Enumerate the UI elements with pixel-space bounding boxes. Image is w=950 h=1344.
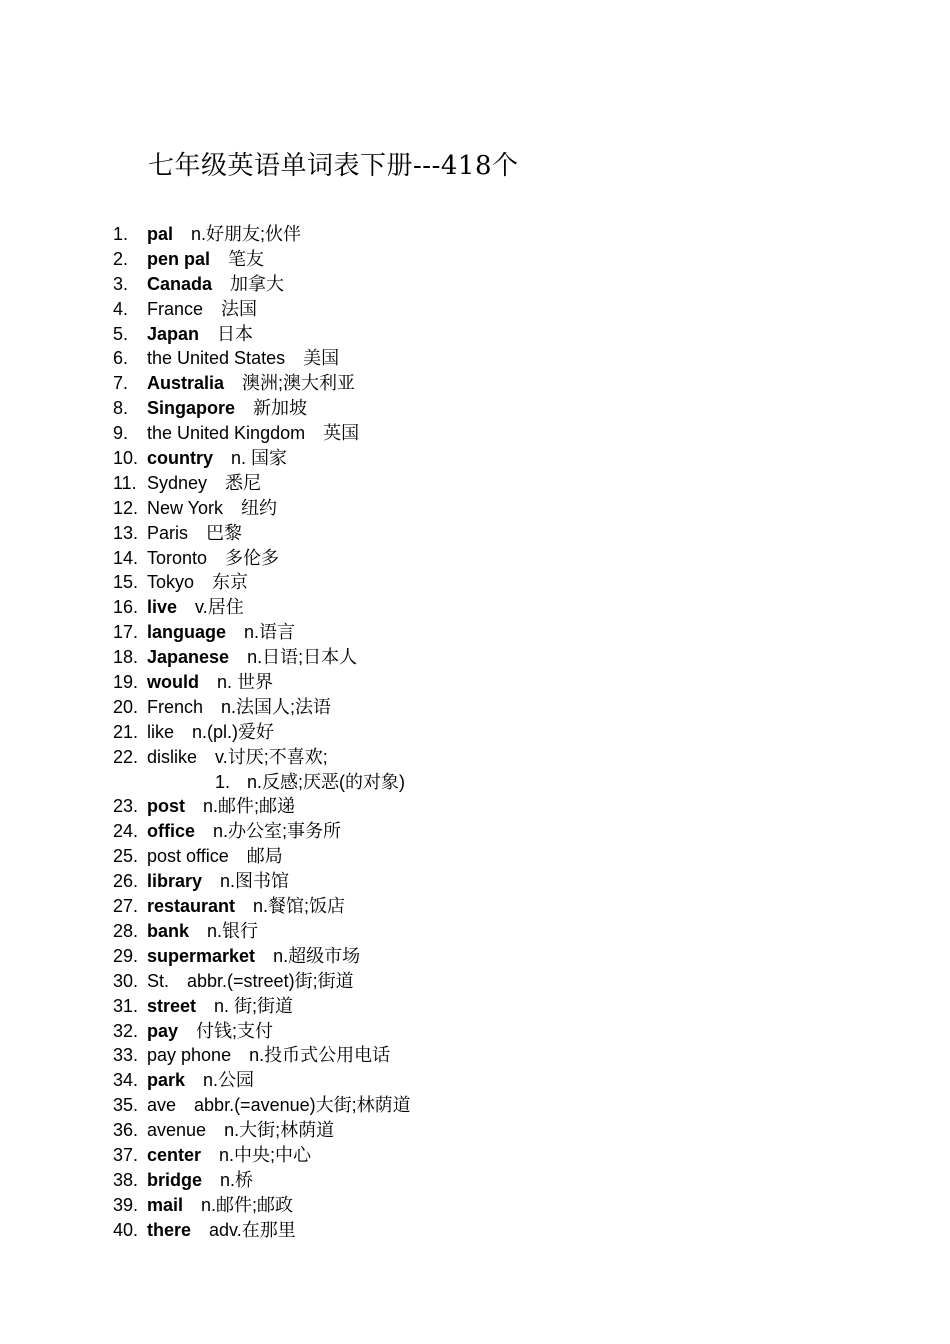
entry-number: 11. [113,472,137,493]
entry-definition: n.图书馆 [220,871,290,892]
entry-word: country [147,448,214,469]
entry-definition: 邮局 [246,846,283,867]
entry-number: 18. [113,647,139,668]
entry-number: 36. [113,1120,139,1141]
entry-definition: n.(pl.)爱好 [192,721,275,742]
entry-number: 7. [113,373,129,394]
entry-number: 30. [113,970,139,991]
entry-definition: 巴黎 [206,522,243,543]
entry-definition: abbr.(=avenue)大街;林荫道 [194,1095,411,1116]
entry-number: 15. [113,572,139,593]
entry-number: 17. [113,622,139,643]
vocab-entry [113,869,411,894]
entry-number: 12. [113,497,139,518]
vocab-entry [113,919,411,944]
entry-definition: n.邮件;邮递 [203,796,296,817]
entry-number: 32. [113,1020,139,1041]
entry-number: 3. [113,273,129,294]
entry-word: office [147,821,196,842]
entry-number: 19. [113,672,139,693]
entry-word: Sydney [147,472,208,493]
vocab-entry [113,894,411,919]
vocab-entry [113,371,411,396]
entry-word: Toronto [147,547,208,568]
vocab-entry [113,222,411,247]
entry-word: mail [147,1194,184,1215]
entry-number: 26. [113,871,139,892]
entry-number: 40. [113,1219,139,1240]
vocab-entry [113,1093,411,1118]
vocab-sub-entry [113,770,411,795]
vocab-entry [113,297,411,322]
entry-number: 9. [113,423,129,444]
entry-number: 2. [113,248,129,269]
entry-word: post office [147,846,229,867]
entry-number: 1. [215,771,231,792]
entry-definition: 美国 [303,348,340,369]
entry-definition: 付钱;支付 [196,1020,274,1041]
entry-number: 33. [113,1045,139,1066]
page-title: 七年级英语单词表下册---418个 [148,151,519,182]
entry-word: Japan [147,323,200,344]
entry-definition: n.邮件;邮政 [201,1194,294,1215]
vocabulary-list [113,222,411,1243]
entry-number: 29. [113,945,139,966]
entry-definition: n.好朋友;伙伴 [191,224,302,244]
entry-definition: 澳洲;澳大利亚 [242,373,356,394]
entry-word: Tokyo [147,572,195,593]
vocab-entry [113,570,411,595]
entry-number: 8. [113,398,129,419]
entry-definition: adv.在那里 [209,1219,296,1240]
entry-word: France [147,298,204,319]
entry-number: 24. [113,821,139,842]
entry-number: 4. [113,298,129,319]
entry-word: New York [147,497,224,518]
entry-word: Paris [147,522,189,543]
entry-number: 5. [113,323,129,344]
vocab-entry [113,670,411,695]
vocab-entry [113,745,411,770]
entry-number: 22. [113,746,139,767]
entry-word: would [147,672,199,693]
vocab-entry [113,994,411,1019]
entry-number: 39. [113,1194,139,1215]
entry-word: the United States [147,348,286,369]
vocab-entry [113,496,411,521]
vocab-entry [113,1118,411,1143]
entry-definition: n.法国人;法语 [221,696,332,717]
vocab-entry [113,471,411,496]
entry-word: live [147,597,178,618]
entry-word: center [147,1144,202,1165]
entry-number: 16. [113,597,139,618]
entry-number: 1. [113,224,129,244]
entry-word: bank [147,920,190,941]
vocab-entry [113,620,411,645]
entry-word: language [147,622,227,643]
vocab-entry [113,595,411,620]
vocab-entry [113,720,411,745]
vocab-entry [113,247,411,272]
entry-definition: n.语言 [244,622,296,643]
entry-number: 35. [113,1095,139,1116]
entry-word: avenue [147,1120,207,1141]
entry-word: like [147,721,175,742]
entry-number: 20. [113,696,139,717]
vocab-entry [113,969,411,994]
vocab-entry [113,396,411,421]
entry-definition: n. 世界 [217,672,274,693]
entry-number: 25. [113,846,139,867]
entry-definition: n. 街;街道 [214,995,294,1016]
entry-definition: v.讨厌;不喜欢; [215,746,328,767]
vocab-entry [113,645,411,670]
entry-number: 14. [113,547,139,568]
entry-word: supermarket [147,945,256,966]
vocab-entry [113,794,411,819]
entry-definition: 多伦多 [225,547,280,568]
entry-definition: n.大街;林荫道 [224,1120,335,1141]
entry-number: 28. [113,920,139,941]
entry-word: post [147,796,185,817]
entry-definition: n.办公室;事务所 [213,821,342,842]
vocab-entry [113,1019,411,1044]
entry-word: street [147,995,197,1016]
entry-definition: n.中央;中心 [219,1144,312,1165]
entry-word: bridge [147,1169,203,1190]
entry-word: pay phone [147,1045,232,1066]
vocab-entry [113,1068,411,1093]
entry-number: 23. [113,796,139,817]
entry-definition: n.银行 [207,920,259,941]
entry-definition: n.超级市场 [273,945,361,966]
entry-definition: 加拿大 [230,273,285,294]
entry-definition: n.公园 [203,1070,255,1091]
entry-word: there [147,1219,192,1240]
vocab-entry [113,446,411,471]
vocab-entry [113,1218,411,1243]
entry-word: French [147,696,204,717]
entry-definition: n.餐馆;饭店 [253,896,346,917]
entry-word: Singapore [147,398,236,419]
entry-definition: n.日语;日本人 [247,647,358,668]
entry-number: 21. [113,721,139,742]
vocab-entry [113,1168,411,1193]
vocab-entry [113,272,411,297]
entry-definition: 法国 [221,298,258,319]
entry-definition: 笔友 [228,248,265,269]
vocab-entry [113,346,411,371]
entry-definition: v.居住 [195,597,244,618]
entry-word: library [147,871,203,892]
entry-definition: 英国 [323,423,360,444]
vocab-entry [113,819,411,844]
vocab-entry [113,521,411,546]
entry-number: 13. [113,522,139,543]
entry-word: pal [147,224,174,244]
entry-number: 37. [113,1144,139,1165]
entry-word: dislike [147,746,198,767]
entry-definition: n. 国家 [231,448,288,469]
entry-number: 38. [113,1169,139,1190]
entry-word: Japanese [147,647,230,668]
vocab-entry [113,1143,411,1168]
vocab-entry [113,421,411,446]
vocab-entry [113,844,411,869]
entry-word: pay [147,1020,179,1041]
entry-word: Australia [147,373,225,394]
entry-definition: abbr.(=street)街;街道 [187,970,354,991]
vocab-entry [113,1193,411,1218]
entry-definition: n.投币式公用电话 [249,1045,391,1066]
vocab-entry [113,944,411,969]
entry-definition: n.桥 [220,1169,254,1190]
entry-word: Canada [147,273,213,294]
vocab-entry [113,1043,411,1068]
entry-word: St. [147,970,170,991]
entry-number: 31. [113,995,139,1016]
entry-number: 10. [113,448,139,469]
entry-definition: 悉尼 [225,472,262,493]
entry-definition: 新加坡 [253,398,308,419]
entry-word: restaurant [147,896,236,917]
entry-word: pen pal [147,248,211,269]
entry-definition: 东京 [212,572,249,593]
entry-number: 27. [113,896,139,917]
vocab-entry [113,546,411,571]
vocab-entry [113,322,411,347]
vocab-entry [113,695,411,720]
entry-word: the United Kingdom [147,423,306,444]
entry-definition: 纽约 [241,497,278,518]
entry-word: park [147,1070,186,1091]
entry-number: 6. [113,348,129,369]
entry-word: ave [147,1095,177,1116]
entry-definition: 日本 [217,323,254,344]
entry-definition: n.反感;厌恶(的对象) [247,771,406,792]
entry-number: 34. [113,1070,139,1091]
